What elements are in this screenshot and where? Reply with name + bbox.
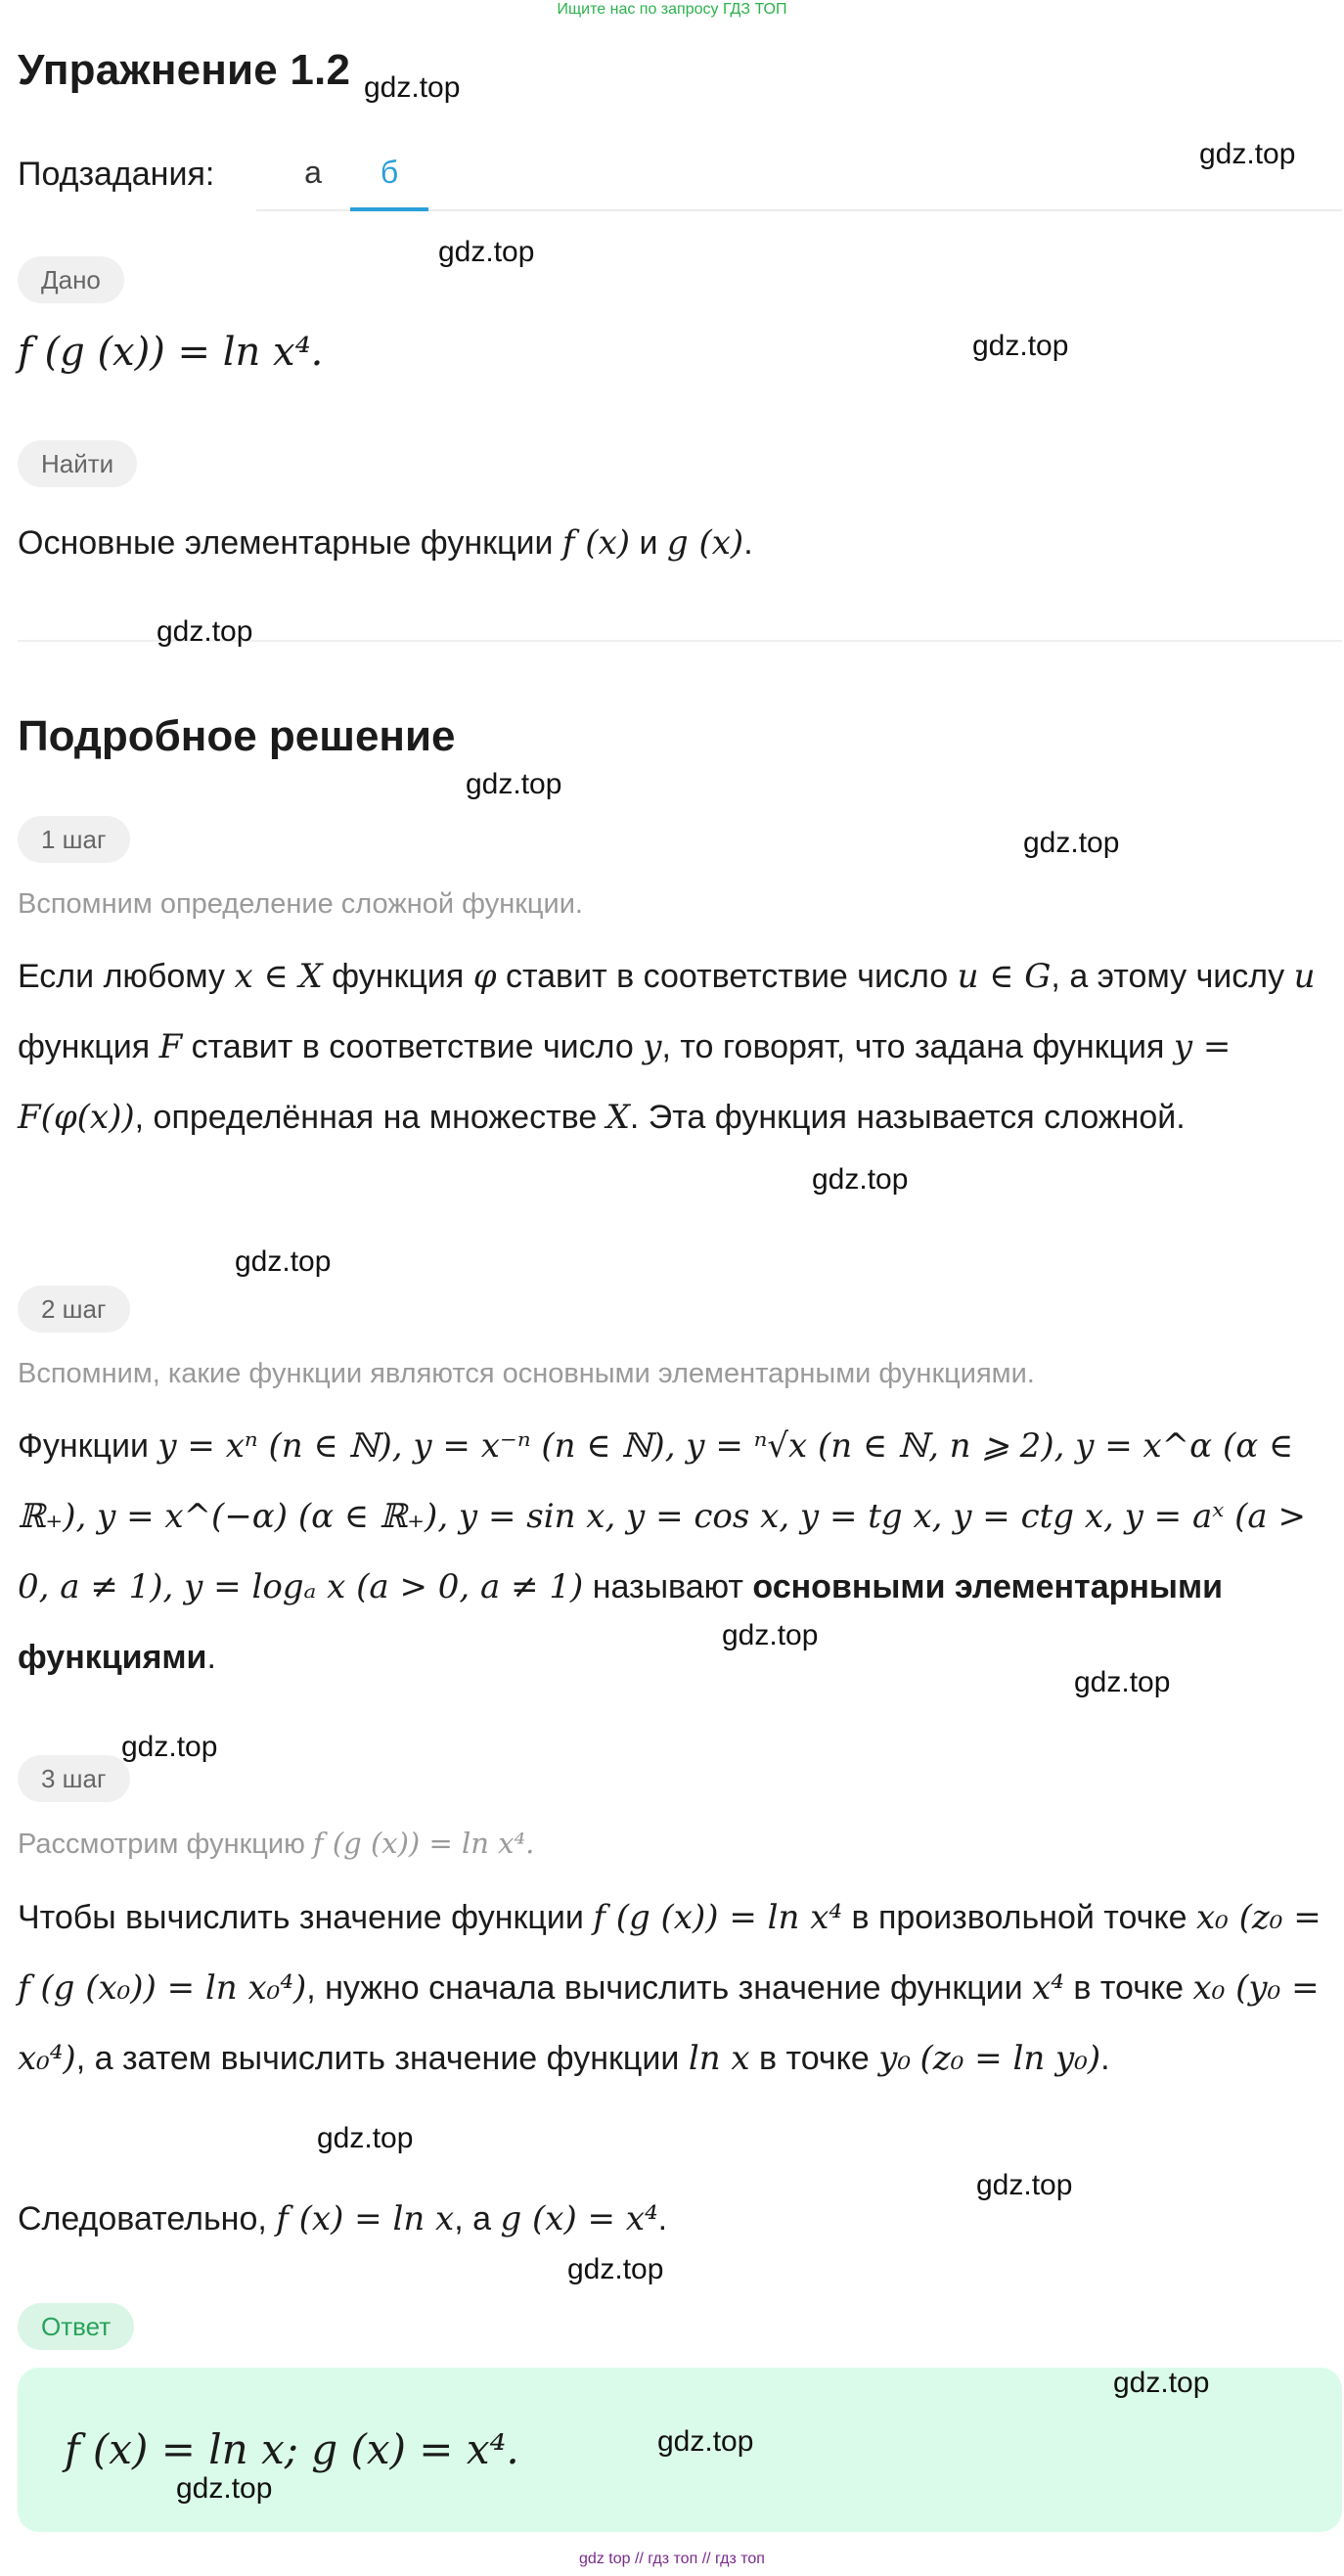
s3-p7 <box>911 2040 919 2077</box>
watermark: gdz.top <box>1074 1666 1171 1698</box>
s3-m1: f (g (x)) = ln x⁴ <box>593 1898 842 1937</box>
s1-m7: y = F(φ(x)) <box>18 1027 1232 1137</box>
watermark: gdz.top <box>722 1619 819 1651</box>
find-g: g (x) <box>666 523 744 563</box>
given-pill: Дано <box>18 256 124 303</box>
step-1-pill: 1 шаг <box>18 816 130 863</box>
watermark: gdz.top <box>364 71 461 104</box>
s3-hint-text: Рассмотрим функцию <box>18 1829 313 1860</box>
watermark: gdz.top <box>157 615 253 648</box>
s3-m5: ln x <box>688 2039 750 2078</box>
watermark: gdz.top <box>567 2253 664 2285</box>
watermark: gdz.top <box>176 2472 273 2505</box>
answer-pill: Ответ <box>18 2303 134 2350</box>
s1-p3: ставит в соответствие число <box>496 958 958 995</box>
step-2-text <box>18 1411 1328 1693</box>
s2-end: . <box>206 1639 216 1676</box>
tab-b[interactable]: б <box>350 147 428 209</box>
watermark: gdz.top <box>972 330 1069 362</box>
step-1-text <box>18 941 1328 1152</box>
s1-m6: y <box>643 1027 662 1066</box>
tab-a[interactable]: а <box>304 155 322 190</box>
s3-p2: в произвольной точке <box>842 1899 1196 1936</box>
s3-c3: . <box>657 2200 668 2237</box>
s1-p1: Если любому <box>18 958 235 995</box>
s1-m3: u ∈ G <box>957 957 1052 996</box>
solution-title: Подробное решение <box>18 712 456 760</box>
footer: gdz top // гдз топ // гдз топ <box>579 2551 765 2567</box>
s3-p4: в точке <box>1063 1969 1193 2007</box>
find-pill: Найти <box>18 440 137 487</box>
s1-m5: F <box>158 1027 183 1066</box>
s3-p1: Чтобы вычислить значение функции <box>18 1899 594 1936</box>
s1-m8: X <box>605 1098 630 1137</box>
s3-m4: x₀ (y₀ = x₀⁴) <box>18 1968 1320 2078</box>
s1-p6: ставит в соответствие число <box>182 1028 644 1065</box>
s1-p7: , то говорят, что задана функция <box>661 1028 1174 1065</box>
s1-p2: функция <box>322 958 473 995</box>
step-2-hint: Вспомним, какие функции являются основными элементарными функциями. <box>18 1358 1035 1389</box>
s3-c2: , а <box>454 2200 501 2237</box>
find-end: . <box>743 524 753 562</box>
s1-p4: , а этому числу <box>1051 958 1294 995</box>
find-f: f (x) <box>561 523 631 563</box>
watermark: gdz.top <box>438 236 535 268</box>
watermark: gdz.top <box>235 1245 332 1278</box>
step-3-text <box>18 1882 1328 2094</box>
find-text <box>18 514 753 572</box>
s3-cm2: g (x) = x⁴ <box>500 2199 658 2238</box>
s1-m4: u <box>1293 957 1316 996</box>
watermark: gdz.top <box>657 2425 754 2458</box>
s1-p5: функция <box>18 1028 159 1065</box>
s1-p8: , определённая на множестве <box>134 1099 606 1136</box>
s3-m6: y₀ <box>878 2039 912 2078</box>
s3-c1: Следовательно, <box>18 2200 277 2237</box>
watermark: gdz.top <box>1113 2367 1210 2399</box>
find-and: и <box>630 524 667 562</box>
answer-formula: f (x) = ln x; g (x) = x⁴. <box>65 2425 519 2473</box>
step-2-pill: 2 шаг <box>18 1286 130 1333</box>
watermark: gdz.top <box>976 2169 1073 2201</box>
s2-m1: y = xⁿ (n ∈ ℕ), y = x⁻ⁿ (n ∈ ℕ), y = ⁿ√x (n ∈ ℕ, n ⩾ 2), y = x^α (α ∈ ℝ₊), y = x^(−α) (α ∈ ℝ₊), y = sin x, y = cos x, y = tg x, y = ctg x, y = aˣ (a > 0, a ≠ 1), y = logₐ x (a > 0, a ≠ 1) <box>18 1426 1306 1606</box>
watermark: gdz.top <box>1023 827 1120 859</box>
watermark: gdz.top <box>812 1163 909 1196</box>
subtasks-label: Подзадания: <box>18 156 215 193</box>
s1-m2: φ <box>472 957 497 996</box>
s3-hint-math: f (g (x)) = ln x⁴. <box>312 1827 535 1860</box>
s1-p9: . Эта функция называется сложной. <box>629 1099 1186 1136</box>
s3-m3: x⁴ <box>1032 1968 1064 2008</box>
s3-p6: в точке <box>749 2040 879 2077</box>
s2-bold: основными элементарными функциями <box>18 1568 1224 1676</box>
find-text-lead: Основные элементарные функции <box>18 524 562 562</box>
page-title: Упражнение 1.2 <box>18 46 351 94</box>
step-3-pill: 3 шаг <box>18 1755 130 1802</box>
given-formula: f (g (x)) = ln x⁴. <box>18 330 324 375</box>
s3-cm1: f (x) = ln x <box>276 2199 455 2238</box>
top-banner: Ищите нас по запросу ГДЗ ТОП <box>557 1 787 18</box>
s3-p5: , а затем вычислить значение функции <box>75 2040 689 2077</box>
s3-p8: . <box>1100 2040 1110 2077</box>
s3-m2: x₀ (z₀ = f (g (x₀)) = ln x₀⁴) <box>18 1898 1322 2008</box>
watermark: gdz.top <box>466 768 562 800</box>
watermark: gdz.top <box>1199 138 1296 170</box>
step-3-conclusion <box>18 2184 1328 2254</box>
s2-p1: Функции <box>18 1427 158 1465</box>
watermark: gdz.top <box>121 1731 218 1763</box>
watermark: gdz.top <box>317 2122 414 2154</box>
step-1-hint: Вспомним определение сложной функции. <box>18 888 583 920</box>
s3-m7: (z₀ = ln y₀) <box>919 2039 1101 2078</box>
s1-m1: x ∈ X <box>234 957 323 996</box>
s2-p2: называют <box>583 1568 753 1605</box>
subtasks-bar <box>18 137 1342 211</box>
s3-p3: , нужно сначала вычислить значение функции <box>306 1969 1033 2007</box>
step-3-hint <box>18 1822 534 1866</box>
